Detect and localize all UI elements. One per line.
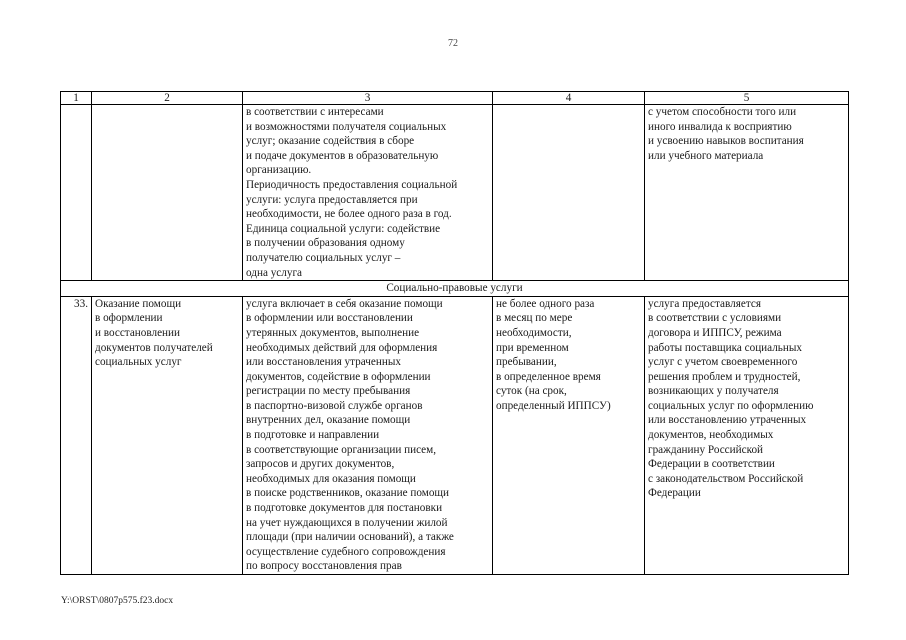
cell-text-line: в подготовке документов для постановки bbox=[246, 502, 443, 515]
services-table bbox=[60, 91, 849, 575]
cell-text-line: осуществление судебного сопровождения bbox=[246, 545, 446, 558]
cell-description bbox=[243, 105, 493, 281]
service-name bbox=[92, 296, 243, 574]
cell-text-line: социальных услуг по оформлению bbox=[648, 399, 814, 412]
service-description bbox=[243, 296, 493, 574]
cell-frequency bbox=[493, 105, 645, 281]
cell-text-line: организацию. bbox=[246, 164, 312, 177]
cell-text-line: по вопросу восстановления прав bbox=[246, 560, 402, 573]
cell-text-line: документов, необходимых bbox=[648, 429, 774, 442]
header-col-5: 5 bbox=[645, 92, 849, 105]
cell-text-line: услуга предоставляется bbox=[648, 297, 761, 310]
table-header-row bbox=[61, 92, 849, 105]
cell-text-line: необходимых действий для оформления bbox=[246, 341, 438, 354]
cell-text-line: или восстановления утраченных bbox=[246, 356, 401, 369]
service-conditions bbox=[645, 296, 849, 574]
cell-text-line: в подготовке и направлении bbox=[246, 429, 380, 442]
header-col-4: 4 bbox=[493, 92, 645, 105]
cell-text-line: одна услуга bbox=[246, 266, 303, 279]
cell-text-line: в определенное время bbox=[496, 370, 601, 383]
header-col-3: 3 bbox=[243, 92, 493, 105]
cell-text-line: необходимости, bbox=[496, 326, 572, 339]
cell-text-line: необходимости, не более одного раза в год. bbox=[246, 208, 452, 221]
cell-text-line: определенный ИППСУ) bbox=[496, 399, 611, 412]
cell-text-line: в соответствующие организации писем, bbox=[246, 443, 437, 456]
cell-text-line: и подаче документов в образовательную bbox=[246, 149, 439, 162]
cell-num bbox=[61, 105, 92, 281]
cell-text-line: договора и ИППСУ, режима bbox=[648, 326, 782, 339]
section-row bbox=[61, 281, 849, 297]
cell-text-line: суток (на срок, bbox=[496, 385, 567, 398]
cell-text-line: и возможностями получателя социальных bbox=[246, 120, 447, 133]
section-title: Социально-правовые услуги bbox=[61, 281, 849, 297]
cell-text-line: в паспортно-визовой службе органов bbox=[246, 399, 423, 412]
cell-text-line: в месяц по мере bbox=[496, 312, 573, 325]
cell-text-line: решения проблем и трудностей, bbox=[648, 370, 801, 383]
cell-text-line: социальных услуг bbox=[95, 356, 182, 369]
cell-text-line: услуга включает в себя оказание помощи bbox=[246, 297, 443, 310]
cell-text-line: документов, содействие в оформлении bbox=[246, 370, 431, 383]
footer-file-path: Y:\ORST\0807p575.f23.docx bbox=[61, 596, 174, 606]
cell-text-line: при временном bbox=[496, 341, 569, 354]
cell-text-line: Периодичность предоставления социальной bbox=[246, 178, 458, 191]
cell-text-line: или восстановлению утраченных bbox=[648, 414, 807, 427]
cell-conditions bbox=[645, 105, 849, 281]
cell-text-line: услуги: услуга предоставляется при bbox=[246, 193, 418, 206]
cell-text-line: услуг; оказание содействия в сборе bbox=[246, 135, 415, 148]
cell-text-line: с учетом способности того или bbox=[648, 106, 797, 118]
table-row-continued bbox=[61, 105, 849, 281]
cell-text-line: утерянных документов, выполнение bbox=[246, 326, 420, 339]
cell-text-line: или учебного материала bbox=[648, 149, 764, 162]
cell-text-line: регистрации по месту пребывания bbox=[246, 385, 411, 398]
cell-text-line: работы поставщика социальных bbox=[648, 341, 803, 354]
cell-text-line: гражданину Российской bbox=[648, 443, 764, 456]
cell-text-line: Единица социальной услуги: содействие bbox=[246, 222, 441, 235]
cell-text-line: в поиске родственников, оказание помощи bbox=[246, 487, 450, 500]
row-number: 33. bbox=[61, 296, 92, 574]
cell-text-line: возникающих у получателя bbox=[648, 385, 779, 398]
cell-text-line: запросов и других документов, bbox=[246, 458, 395, 471]
cell-text-line: иного инвалида к восприятию bbox=[648, 120, 792, 133]
cell-text-line: услуг с учетом своевременного bbox=[648, 356, 798, 369]
header-col-2: 2 bbox=[92, 92, 243, 105]
cell-text-line: в соответствии с интересами bbox=[246, 106, 384, 118]
cell-text-line: пребывании, bbox=[496, 356, 557, 369]
cell-text-line: в оформлении или восстановлении bbox=[246, 312, 413, 325]
cell-text-line: и восстановлении bbox=[95, 326, 181, 339]
cell-text-line: документов получателей bbox=[95, 341, 213, 354]
cell-text-line: на учет нуждающихся в получении жилой bbox=[246, 516, 448, 529]
cell-text-line: необходимых для оказания помощи bbox=[246, 472, 416, 485]
cell-text-line: Федерации в соответствии bbox=[648, 458, 775, 471]
cell-text-line: площади (при наличии оснований), а также bbox=[246, 531, 454, 544]
cell-text-line: с законодательством Российской bbox=[648, 472, 804, 485]
table-row-33 bbox=[61, 296, 849, 574]
cell-text-line: Оказание помощи bbox=[95, 297, 182, 310]
cell-text-line: и усвоению навыков воспитания bbox=[648, 135, 804, 148]
cell-text-line: получателю социальных услуг – bbox=[246, 251, 401, 264]
service-frequency bbox=[493, 296, 645, 574]
cell-text-line: в оформлении bbox=[95, 312, 163, 325]
header-col-1: 1 bbox=[61, 92, 92, 105]
page-number: 72 bbox=[448, 38, 458, 49]
cell-text-line: в соответствии с условиями bbox=[648, 312, 782, 325]
cell-text-line: Федерации bbox=[648, 487, 701, 500]
cell-name bbox=[92, 105, 243, 281]
cell-text-line: внутренних дел, оказание помощи bbox=[246, 414, 411, 427]
cell-text-line: не более одного раза bbox=[496, 297, 595, 310]
cell-text-line: в получении образования одному bbox=[246, 237, 405, 250]
